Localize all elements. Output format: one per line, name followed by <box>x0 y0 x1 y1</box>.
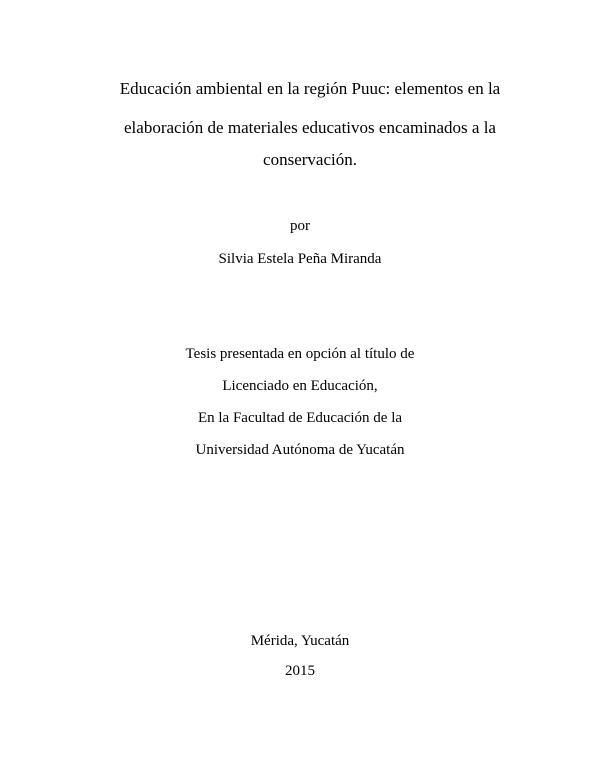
thesis-statement-line-3: En la Facultad de Educación de la <box>197 410 403 426</box>
thesis-statement-line-2: Licenciado en Educación, <box>222 378 378 394</box>
thesis-title-line-1: Educación ambiental en la región Puuc: elementos en la <box>119 79 501 98</box>
thesis-title-line-3: conservación. <box>263 150 357 169</box>
author-name: Silvia Estela Peña Miranda <box>218 251 382 267</box>
by-label: por <box>290 218 310 234</box>
thesis-statement-line-4: Universidad Autónoma de Yucatán <box>195 442 405 458</box>
thesis-statement-line-1: Tesis presentada en opción al título de <box>185 346 415 362</box>
thesis-title-line-2: elaboración de materiales educativos encaminados a la <box>124 118 496 137</box>
place: Mérida, Yucatán <box>250 633 350 649</box>
year: 2015 <box>285 663 315 679</box>
